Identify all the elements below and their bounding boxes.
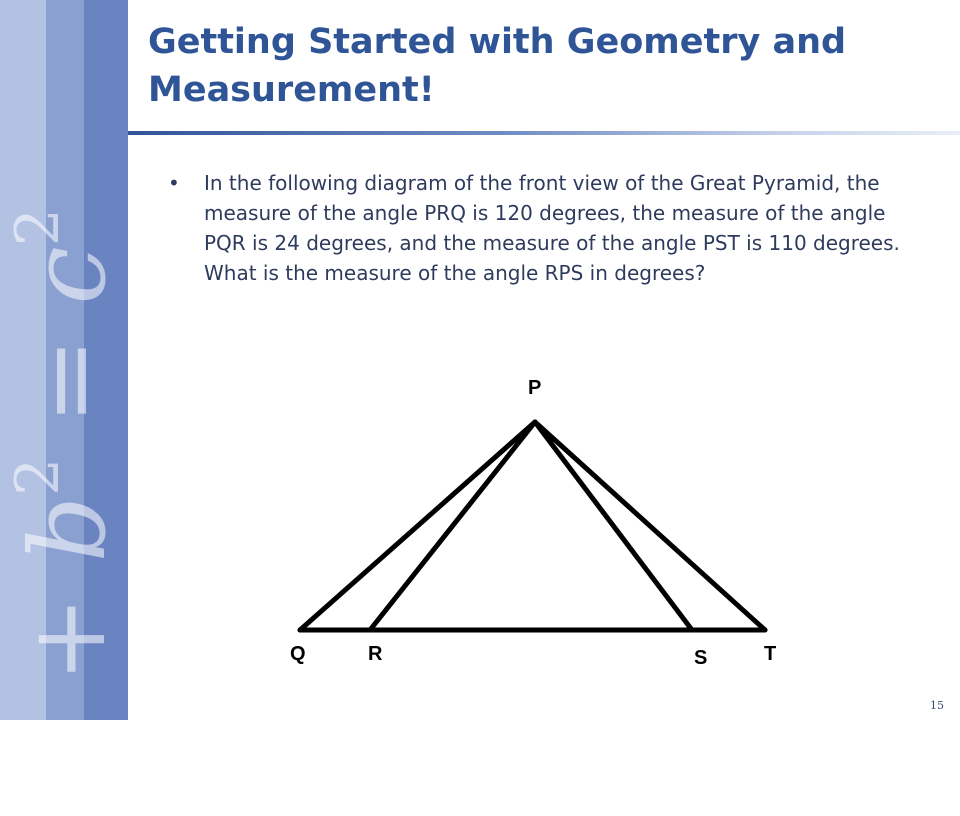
- page-title: Getting Started with Geometry and Measurement!: [148, 22, 847, 110]
- title-divider: [128, 131, 960, 135]
- label-s: S: [694, 647, 708, 669]
- segment-pr: [370, 422, 535, 630]
- label-r: R: [368, 643, 383, 665]
- slide-number: 15: [930, 699, 944, 712]
- segment-pt: [535, 422, 765, 630]
- question-bullet: [168, 168, 908, 288]
- watermark-exp-b: 2: [3, 457, 73, 496]
- bullet-icon: •: [168, 171, 180, 195]
- pyramid-diagram: [270, 360, 810, 680]
- watermark-b: b: [7, 495, 129, 563]
- question-text: In the following diagram of the front view of the Great Pyramid, the measure of the angle PRQ is 120 degrees, the measure of the angle PQR is 24 degrees, and the measure of the angle PST is 110 degrees. What is the measure of the angle RPS in degrees?: [204, 171, 900, 285]
- pythagorean-watermark: [3, 208, 129, 816]
- label-q: Q: [290, 643, 306, 665]
- watermark-exp-a: 2: [3, 715, 73, 754]
- label-p: P: [528, 377, 542, 399]
- label-t: T: [764, 643, 777, 665]
- watermark-plus: +: [7, 595, 129, 683]
- decorative-sidebar: [0, 0, 129, 816]
- watermark-a: a: [7, 753, 129, 816]
- watermark-c: c: [7, 246, 129, 305]
- watermark-equals: =: [7, 337, 129, 425]
- segment-pq: [300, 422, 535, 630]
- watermark-exp-c: 2: [3, 208, 73, 247]
- segment-ps: [535, 422, 692, 630]
